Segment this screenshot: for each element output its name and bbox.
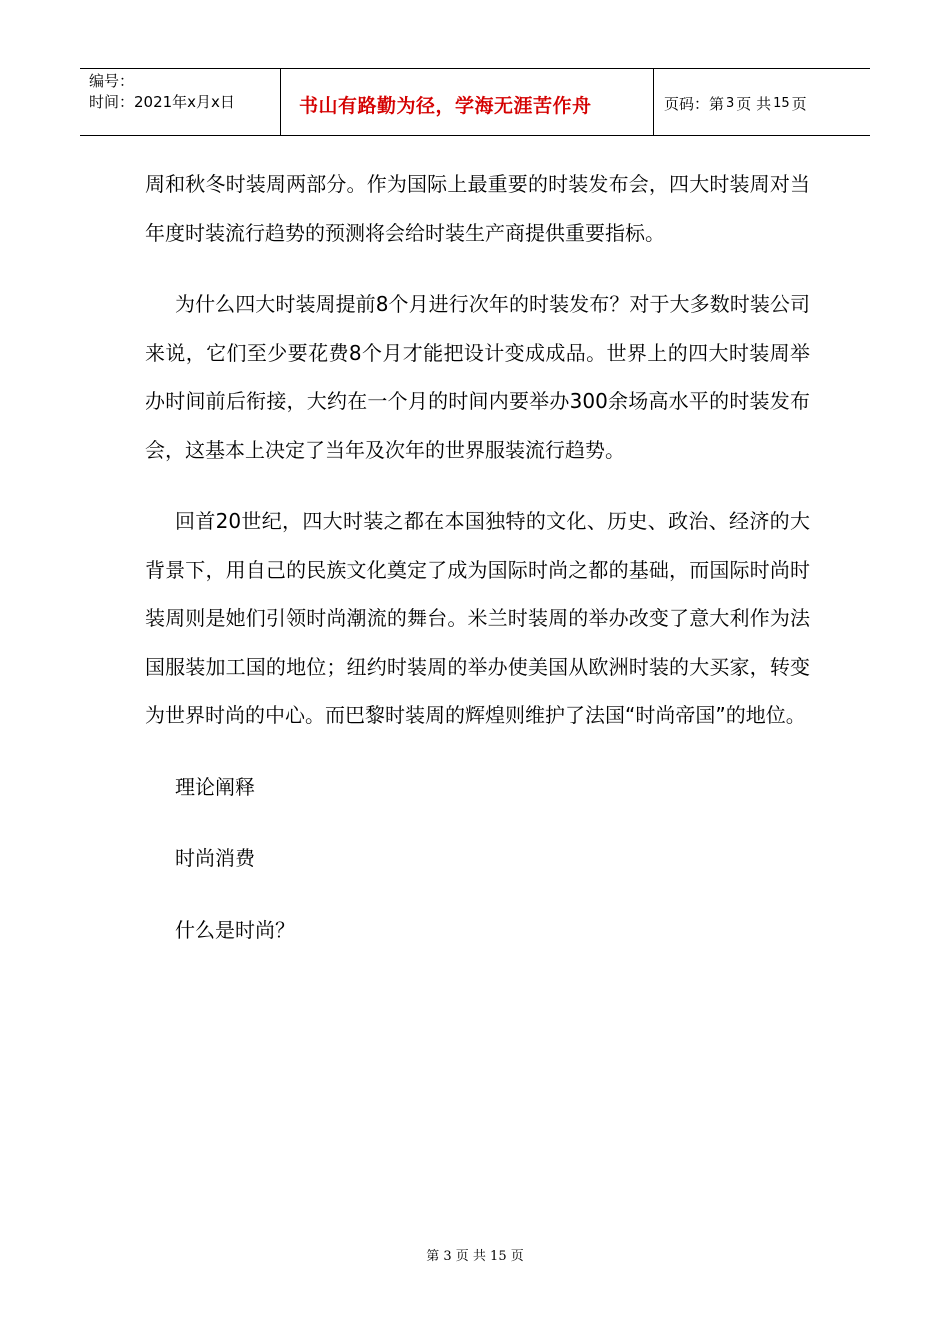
paragraph-continuation: 周和秋冬时装周两部分。作为国际上最重要的时装发布会，四大时装周对当年度时装流行趋势的预测将会给时装生产商提供重要指标。 [145,172,810,245]
paragraph-twentieth-century: 回首20世纪，四大时装之都在本国独特的文化、历史、政治、经济的大背景下，用自己的民族文化奠定了成为国际时尚之都的基础，而国际时尚时装周则是她们引领时尚潮流的舞台。米兰时装周的举办改变了意大利作为法国服装加工国的地位；纽约时装周的举办使美国从欧洲时装的大买家，转变为世界时尚的中心。而巴黎时装周的辉煌则维护了法国“时尚帝国”的地位。 [145,509,810,727]
header-motto-cell [281,69,654,135]
header-motto: 书山有路勤为径，学海无涯苦作舟 [299,94,592,117]
header-page-cell [654,69,870,135]
page-indicator-suffix: 页 [791,94,807,113]
document-number-label: 编号： [89,72,135,90]
page-indicator-total: 15 [773,95,790,111]
heading-theory: 理论阐释 [175,774,255,799]
paragraph-why-eight-months: 为什么四大时装周提前8个月进行次年的时装发布？对于大多数时装公司来说，它们至少要花费8个月才能把设计变成成品。世界上的四大时装周举办时间前后衔接，大约在一个月的时间内要举办300余场高水平的时装发布会，这基本上决定了当年及次年的世界服装流行趋势。 [145,292,810,462]
document-body [145,160,810,954]
header-meta-cell [80,69,281,135]
page-indicator-current: 3 [726,95,735,111]
document-header [80,68,870,136]
page-footer: 第 3 页 共 15 页 [426,1249,524,1264]
document-time-label: 时间：2021年x月x日 [89,93,235,111]
page-indicator-mid: 页 共 [736,94,772,113]
page-indicator-prefix: 页码：第 [664,94,725,113]
heading-fashion-consumption: 时尚消费 [175,846,255,870]
heading-what-is-fashion: 什么是时尚？ [175,917,295,942]
